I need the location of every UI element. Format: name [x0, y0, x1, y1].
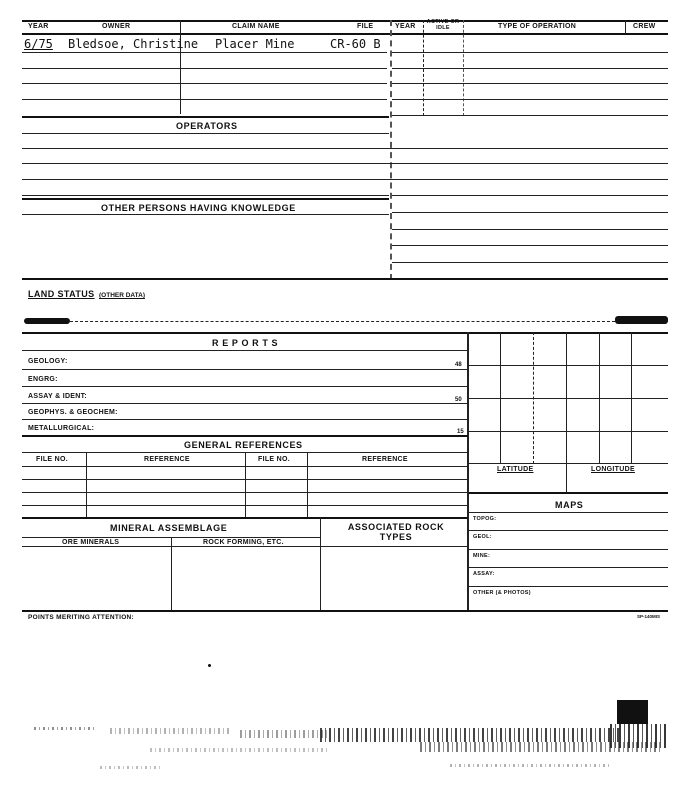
map-label: OTHER (& PHOTOS): [473, 590, 531, 596]
record-owner: Bledsoe, Christine: [68, 37, 199, 51]
associated-rock-types-title: ASSOCIATED ROCK TYPES: [347, 522, 445, 542]
ore-minerals-col: ORE MINERALS: [62, 539, 120, 546]
ref-col-file-no-1: FILE NO.: [36, 456, 68, 463]
map-label: GEOL:: [473, 534, 492, 540]
stray-dot: [208, 664, 211, 667]
col-year-2: YEAR: [395, 23, 416, 30]
report-label: GEOLOGY:: [28, 358, 68, 365]
other-persons-title: OTHER PERSONS HAVING KNOWLEDGE: [101, 203, 296, 213]
report-number: 48: [455, 362, 462, 368]
map-label: TOPOG:: [473, 516, 497, 522]
ref-col-file-no-2: FILE NO.: [258, 456, 290, 463]
rock-forming-col: ROCK FORMING, ETC.: [203, 539, 284, 546]
land-status-title: LAND STATUS: [28, 289, 95, 299]
operators-title: OPERATORS: [176, 121, 238, 131]
record-year: 6/75: [24, 37, 53, 51]
form-code: SP-140MIS: [637, 614, 661, 619]
map-label: ASSAY:: [473, 571, 495, 577]
land-status-subtitle: (OTHER DATA): [99, 292, 145, 299]
mineral-assemblage-title: MINERAL ASSEMBLAGE: [110, 523, 228, 533]
general-references-title: GENERAL REFERENCES: [184, 440, 303, 450]
record-claim-name: Placer Mine: [215, 37, 295, 51]
longitude-label: LONGITUDE: [591, 466, 635, 473]
col-claim-name: CLAIM NAME: [232, 23, 280, 30]
col-active-idle: ACTIVE OR IDLE: [426, 19, 460, 31]
report-label: METALLURGICAL:: [28, 425, 95, 432]
col-year: YEAR: [28, 23, 49, 30]
record-file: CR-60 B: [330, 37, 381, 51]
col-file: FILE: [357, 23, 374, 30]
report-number: 15: [457, 429, 464, 435]
ref-col-reference-1: REFERENCE: [144, 456, 190, 463]
ink-smudge-right: [615, 316, 668, 324]
land-status: [28, 284, 145, 302]
report-number: 50: [455, 397, 462, 403]
reports-title: R E P O R T S: [212, 338, 279, 348]
scan-block: [617, 700, 648, 724]
latitude-label: LATITUDE: [497, 466, 534, 473]
points-meriting-attention: POINTS MERITING ATTENTION:: [28, 614, 135, 621]
ink-smudge-left: [24, 318, 70, 324]
maps-title: MAPS: [555, 500, 584, 510]
col-type-of-operation: TYPE OF OPERATION: [498, 23, 577, 30]
report-label: ENGRG:: [28, 376, 58, 383]
report-label: ASSAY & IDENT:: [28, 393, 88, 400]
col-crew: CREW: [633, 23, 656, 30]
report-label: GEOPHYS. & GEOCHEM:: [28, 409, 118, 416]
ref-col-reference-2: REFERENCE: [362, 456, 408, 463]
col-owner: OWNER: [102, 23, 131, 30]
map-label: MINE:: [473, 553, 491, 559]
